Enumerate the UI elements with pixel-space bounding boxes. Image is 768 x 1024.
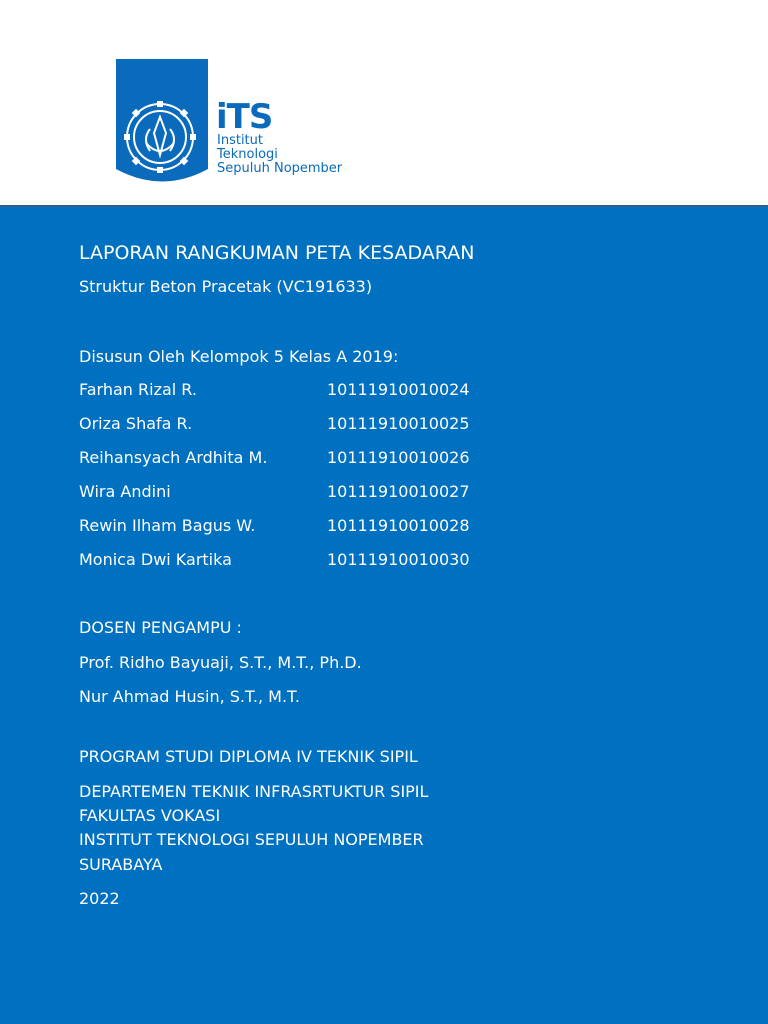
member-nim: 10111910010026 <box>327 448 470 467</box>
logo-line-3: Sepuluh Nopember <box>217 161 343 176</box>
city: SURABAYA <box>79 855 163 874</box>
logo-brand: iTS <box>216 97 273 137</box>
year: 2022 <box>79 889 120 908</box>
institute: INSTITUT TEKNOLOGI SEPULUH NOPEMBER <box>79 830 424 849</box>
logo-line-2: Teknologi <box>217 147 278 162</box>
member-nim: 10111910010025 <box>327 414 470 433</box>
member-name: Wira Andini <box>79 482 171 501</box>
lecturer-name: Prof. Ridho Bayuaji, S.T., M.T., Ph.D. <box>79 653 362 672</box>
lecturer-heading: DOSEN PENGAMPU : <box>79 618 242 637</box>
logo-line-1: Institut <box>217 133 263 148</box>
member-name: Reihansyach Ardhita M. <box>79 448 268 467</box>
group-heading: Disusun Oleh Kelompok 5 Kelas A 2019: <box>79 347 399 366</box>
header <box>0 0 768 205</box>
department: DEPARTEMEN TEKNIK INFRASRTUKTUR SIPIL <box>79 782 429 801</box>
study-program: PROGRAM STUDI DIPLOMA IV TEKNIK SIPIL <box>79 747 418 766</box>
member-nim: 10111910010028 <box>327 516 470 535</box>
member-name: Oriza Shafa R. <box>79 414 193 433</box>
member-nim: 10111910010027 <box>327 482 470 501</box>
member-name: Farhan Rizal R. <box>79 380 197 399</box>
its-emblem-icon <box>116 59 208 184</box>
cover-panel <box>0 205 768 1024</box>
report-subtitle: Struktur Beton Pracetak (VC191633) <box>79 277 373 296</box>
report-title: LAPORAN RANGKUMAN PETA KESADARAN <box>79 242 475 264</box>
member-nim: 10111910010030 <box>327 550 470 569</box>
lecturer-name: Nur Ahmad Husin, S.T., M.T. <box>79 687 300 706</box>
faculty: FAKULTAS VOKASI <box>79 806 221 825</box>
member-name: Rewin Ilham Bagus W. <box>79 516 256 535</box>
member-nim: 10111910010024 <box>327 380 470 399</box>
member-name: Monica Dwi Kartika <box>79 550 232 569</box>
